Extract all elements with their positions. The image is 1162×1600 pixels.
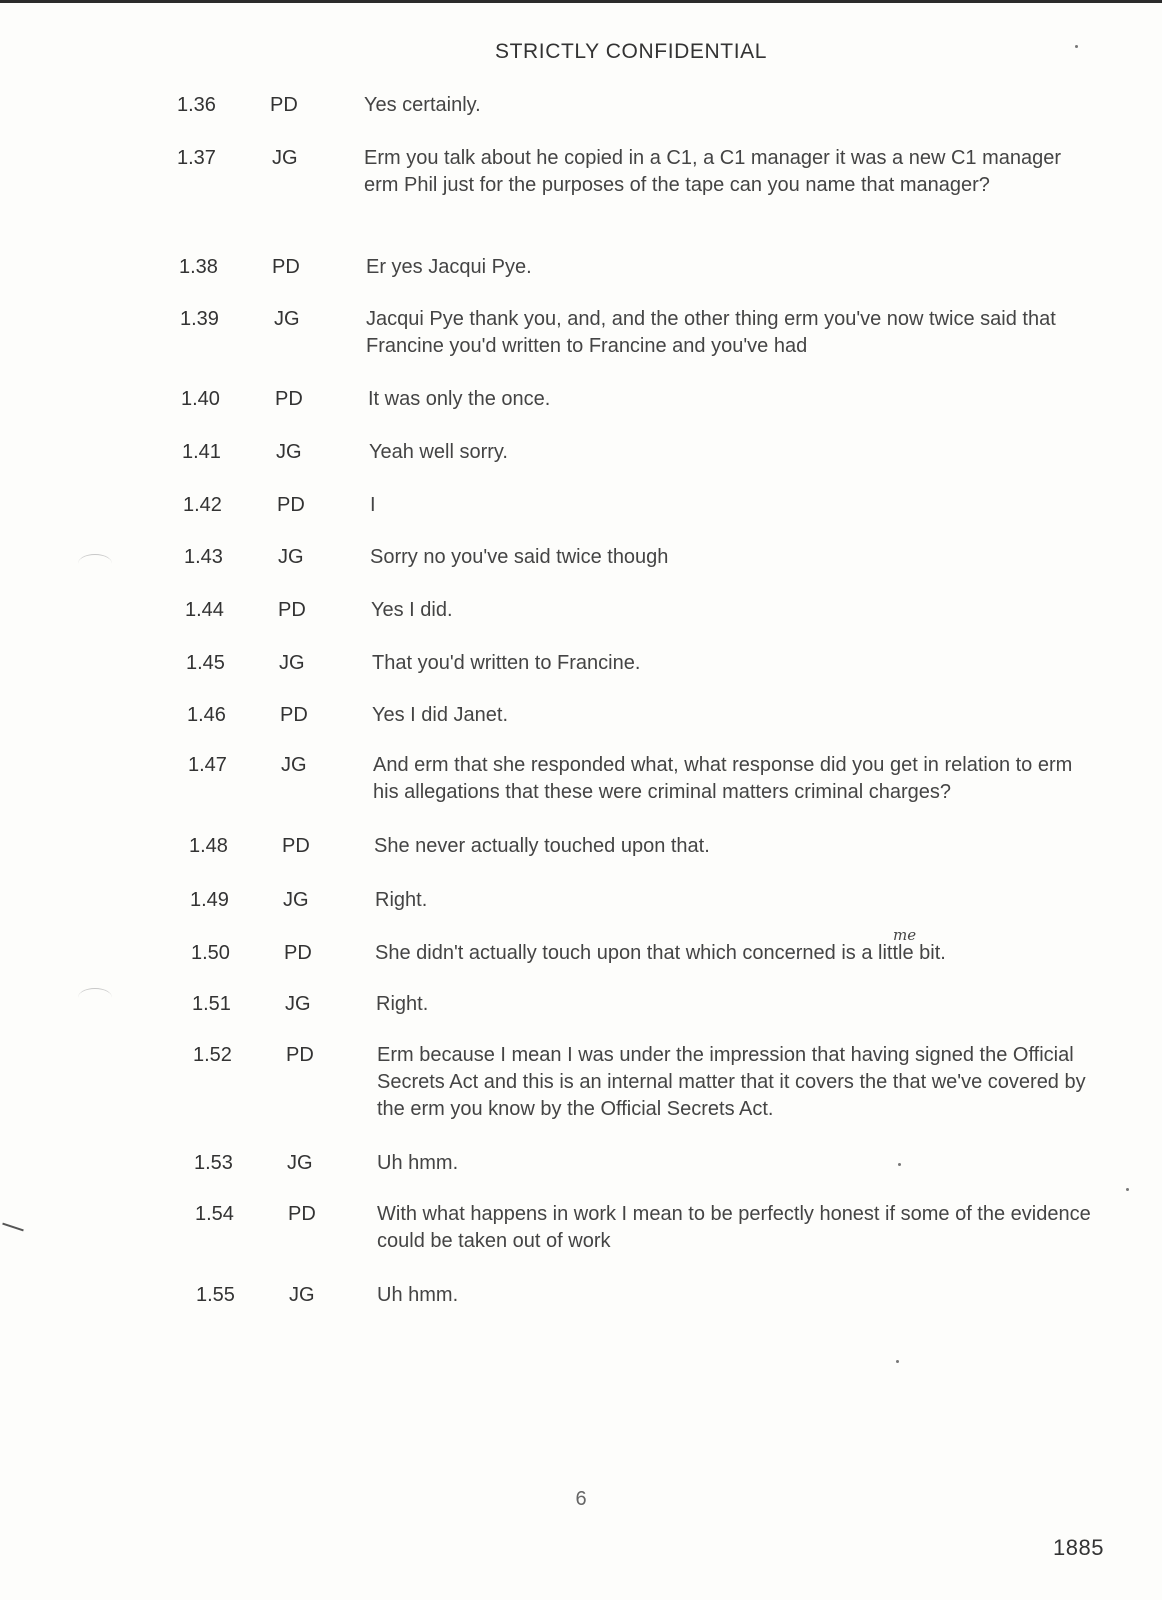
line-number: 1.43 — [184, 546, 223, 568]
line-number: 1.51 — [192, 993, 231, 1015]
dialogue-text: Yes I did. — [371, 599, 453, 621]
page-number: 6 — [575, 1488, 587, 1510]
speaker-initials: JG — [285, 993, 311, 1015]
speaker-initials: JG — [279, 652, 305, 674]
speaker-initials: PD — [277, 494, 305, 516]
line-number: 1.45 — [186, 652, 225, 674]
dialogue-text: Yeah well sorry. — [369, 441, 508, 463]
speaker-initials: JG — [283, 889, 309, 911]
dialogue-text: Uh hmm. — [377, 1152, 459, 1174]
dialogue-text: Yes certainly. — [364, 94, 481, 116]
line-number: 1.41 — [182, 441, 221, 463]
speaker-initials: PD — [278, 599, 306, 621]
line-number: 1.39 — [180, 308, 219, 330]
speaker-initials: PD — [275, 388, 303, 410]
line-number: 1.40 — [181, 388, 220, 410]
dialogue-text: Right. — [376, 993, 429, 1015]
dialogue-text: She didn't actually touch upon that which concerned is a little bit. — [375, 942, 946, 964]
dialogue-text: And erm that she responded what, what response did you get in relation to erm his allegations that these were criminal matters criminal charges? — [373, 754, 1073, 803]
line-number: 1.54 — [195, 1203, 234, 1225]
speaker-initials: PD — [288, 1203, 316, 1225]
line-number: 1.46 — [187, 704, 226, 726]
line-number: 1.44 — [185, 599, 224, 621]
line-number: 1.47 — [188, 754, 227, 776]
dialogue-text: Jacqui Pye thank you, and, and the other thing erm you've now twice said that Francine you'd written to Francine and you've had — [366, 308, 1056, 357]
line-number: 1.49 — [190, 889, 229, 911]
dialogue-text: Erm you talk about he copied in a C1, a C1 manager it was a new C1 manager erm Phil just for the purposes of the tape can you name that manager? — [364, 147, 1062, 196]
line-number: 1.50 — [191, 942, 230, 964]
speaker-initials: JG — [276, 441, 302, 463]
dialogue-text: She never actually touched upon that. — [374, 835, 710, 857]
speaker-initials: JG — [287, 1152, 313, 1174]
speaker-initials: PD — [270, 94, 298, 116]
line-number: 1.55 — [196, 1284, 235, 1306]
dialogue-text: Erm because I mean I was under the impression that having signed the Official Secrets Act and this is an internal matter that it covers the that we've covered by the erm you know by the Official Secrets Act. — [377, 1044, 1086, 1120]
speaker-initials: JG — [289, 1284, 315, 1306]
dialogue-text: It was only the once. — [368, 388, 551, 410]
speaker-initials: PD — [280, 704, 308, 726]
dialogue-text: Uh hmm. — [377, 1284, 459, 1306]
page-title: STRICTLY CONFIDENTIAL — [494, 40, 768, 63]
speaker-initials: JG — [274, 308, 300, 330]
speaker-initials: PD — [284, 942, 312, 964]
dialogue-text: That you'd written to Francine. — [372, 652, 641, 674]
line-number: 1.53 — [194, 1152, 233, 1174]
speaker-initials: PD — [272, 256, 300, 278]
dialogue-text: I — [370, 494, 376, 516]
speaker-initials: JG — [281, 754, 307, 776]
line-number: 1.48 — [189, 835, 228, 857]
line-number: 1.36 — [177, 94, 216, 116]
line-number: 1.42 — [183, 494, 222, 516]
dialogue-text: With what happens in work I mean to be perfectly honest if some of the evidence could be taken out of work — [377, 1203, 1091, 1252]
line-number: 1.37 — [177, 147, 216, 169]
bundle-page-number: 1885 — [1053, 1535, 1104, 1560]
dialogue-text: Right. — [375, 889, 428, 911]
dialogue-text: Er yes Jacqui Pye. — [366, 256, 532, 278]
speaker-initials: JG — [272, 147, 298, 169]
dialogue-text: Sorry no you've said twice though — [370, 546, 669, 568]
line-number: 1.52 — [193, 1044, 232, 1066]
dialogue-text: Yes I did Janet. — [372, 704, 509, 726]
speaker-initials: PD — [286, 1044, 314, 1066]
speaker-initials: PD — [282, 835, 310, 857]
line-number: 1.38 — [179, 256, 218, 278]
handwritten-correction: me — [893, 926, 917, 944]
speaker-initials: JG — [278, 546, 304, 568]
